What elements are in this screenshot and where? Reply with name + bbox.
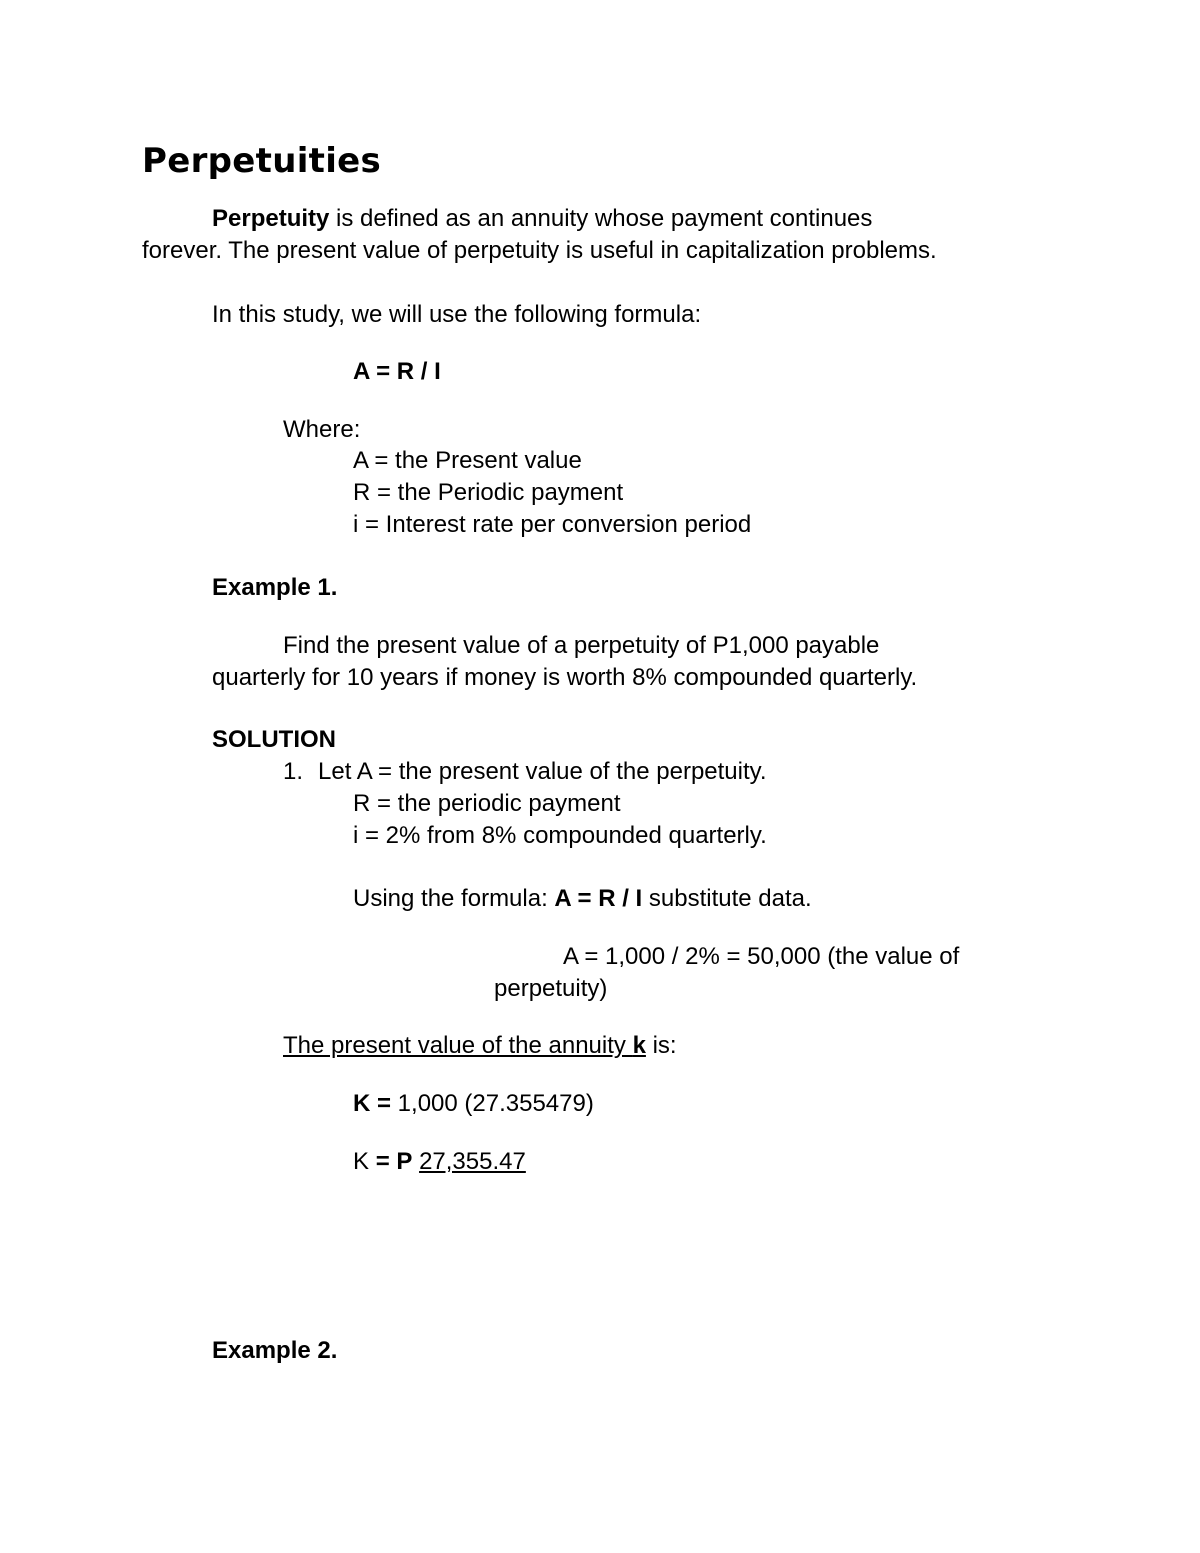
- using-formula-suffix: substitute data.: [642, 885, 812, 912]
- example-1-problem-line-2: quarterly for 10 years if money is worth 8% compounded quarterly.: [212, 664, 918, 691]
- k-result-value: 27,355.47: [419, 1148, 526, 1175]
- using-formula-prefix: Using the formula:: [353, 885, 555, 912]
- intro-line-1: [212, 203, 872, 235]
- formula-intro: In this study, we will use the following formula:: [212, 301, 702, 328]
- using-formula-line: [353, 883, 812, 915]
- example-1-heading: [212, 572, 337, 604]
- calculation-line-1: A = 1,000 / 2% = 50,000 (the value of: [563, 943, 960, 970]
- definition-periodic-payment: R = the Periodic payment: [353, 479, 624, 506]
- k-expression: [353, 1088, 594, 1120]
- solution-heading: [212, 724, 336, 756]
- page-title: Perpetuities: [142, 141, 382, 181]
- term-perpetuity: Perpetuity: [212, 205, 330, 232]
- step-line-1: Let A = the present value of the perpetuity.: [318, 758, 767, 785]
- using-formula-expression: A = R / I: [554, 885, 643, 912]
- main-formula: [353, 356, 441, 388]
- intro-line-2: forever. The present value of perpetuity is useful in capitalization problems.: [142, 237, 937, 264]
- annuity-variable: k: [632, 1032, 646, 1059]
- example-1-heading-text: Example 1.: [212, 574, 338, 601]
- calculation-line-2: perpetuity): [494, 975, 608, 1002]
- annuity-statement-text: The present value of the annuity: [283, 1032, 633, 1059]
- example-1-problem-line-1: Find the present value of a perpetuity of P1,000 payable: [283, 632, 880, 659]
- annuity-statement: [283, 1030, 677, 1062]
- main-formula-text: A = R / I: [353, 358, 441, 385]
- example-2-heading-text: Example 2.: [212, 1337, 338, 1364]
- intro-line-1-text: is defined as an annuity whose payment continues: [329, 205, 873, 232]
- where-label: Where:: [283, 416, 361, 443]
- definition-interest-rate: i = Interest rate per conversion period: [353, 511, 752, 538]
- example-2-heading: [212, 1335, 337, 1367]
- k-result-label: K: [353, 1148, 376, 1175]
- step-number: 1.: [283, 758, 304, 785]
- annuity-statement-underlined: [283, 1032, 646, 1059]
- step-line-2: R = the periodic payment: [353, 790, 621, 817]
- k-label: K =: [353, 1090, 392, 1117]
- definition-present-value: A = the Present value: [353, 447, 582, 474]
- k-expression-value: 1,000 (27.355479): [391, 1090, 594, 1117]
- annuity-statement-suffix: is:: [645, 1032, 677, 1059]
- solution-heading-text: SOLUTION: [212, 726, 336, 753]
- k-result-currency: = P: [375, 1148, 413, 1175]
- k-result: [353, 1146, 526, 1178]
- step-line-3: i = 2% from 8% compounded quarterly.: [353, 822, 767, 849]
